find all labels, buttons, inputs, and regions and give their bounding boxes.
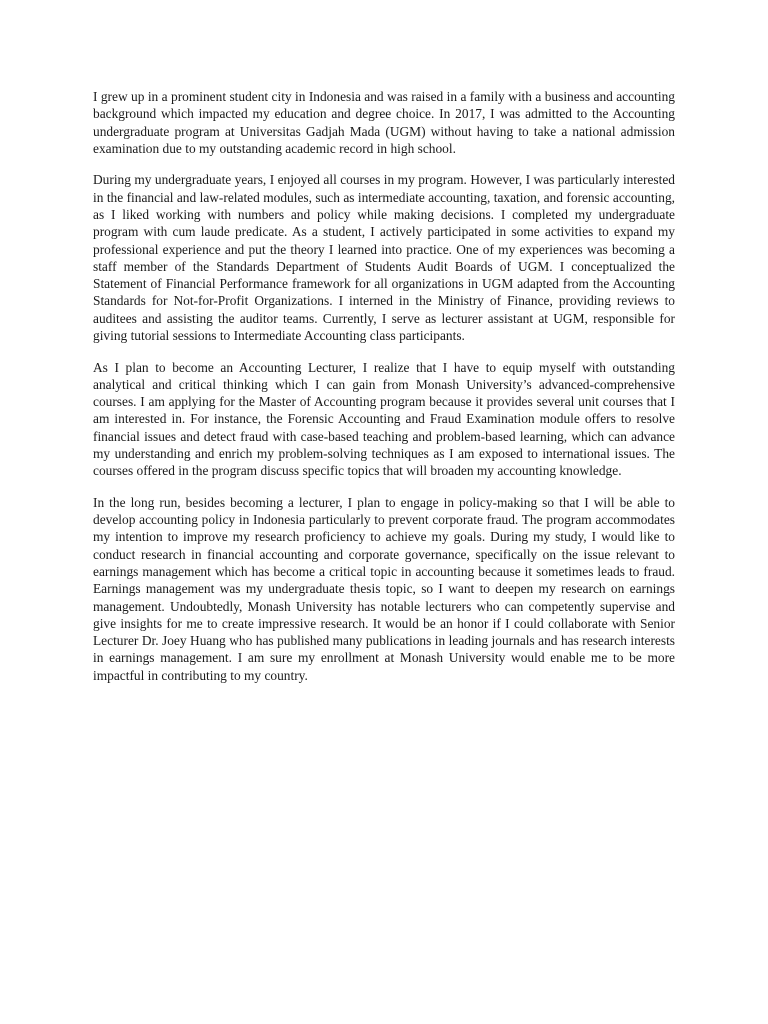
paragraph-2: During my undergraduate years, I enjoyed all courses in my program. However, I was particularly interested in the financial and law-related modules, such as intermediate accounting, taxation, and forensic accounting, as I liked working with numbers and policy while making decisions. I completed my undergraduate program with cum laude predicate. As a student, I actively participated in some activities to expand my professional experience and put the theory I learned into practice. One of my experiences was becoming a staff member of the Standards Department of Students Audit Boards of UGM. I conceptualized the Statement of Financial Performance framework for all organizations in UGM adapted from the Accounting Standards for Not-for-Profit Organizations. I interned in the Ministry of Finance, providing reviews to auditees and assisting the auditor teams. Currently, I serve as lecturer assistant at UGM, responsible for giving tutorial sessions to Intermediate Accounting class participants. — [93, 172, 675, 344]
paragraph-1: I grew up in a prominent student city in Indonesia and was raised in a family with a business and accounting background which impacted my education and degree choice. In 2017, I was admitted to the Accounting undergraduate program at Universitas Gadjah Mada (UGM) without having to take a national admission examination due to my outstanding academic record in high school. — [93, 89, 675, 156]
document-body — [93, 88, 675, 698]
paragraph-3: As I plan to become an Accounting Lecturer, I realize that I have to equip myself with outstanding analytical and critical thinking which I can gain from Monash University’s advanced-comprehensive courses. I am applying for the Master of Accounting program because it provides several unit courses that I am interested in. For instance, the Forensic Accounting and Fraud Examination module offers to resolve financial issues and detect fraud with case-based teaching and problem-based learning, which can advance my understanding and enrich my problem-solving techniques as I am exposed to international issues. The courses offered in the program discuss specific topics that will broaden my accounting knowledge. — [93, 359, 675, 479]
paragraph-4: In the long run, besides becoming a lecturer, I plan to engage in policy-making so that I will be able to develop accounting policy in Indonesia particularly to prevent corporate fraud. The program accommodates my intention to improve my research proficiency to achieve my goals. During my study, I would like to conduct research in financial accounting and corporate governance, specifically on the issue relevant to earnings management which has become a critical topic in accounting because it sometimes leads to fraud. Earnings management was my undergraduate thesis topic, so I want to deepen my research on earnings management. Undoubtedly, Monash University has notable lecturers who can competently supervise and give insights for me to create impressive research. It would be an honor if I could collaborate with Senior Lecturer Dr. Joey Huang who has published many publications in leading journals and has research interests in earnings management. I am sure my enrollment at Monash University would enable me to be more impactful in contributing to my country. — [93, 494, 675, 683]
